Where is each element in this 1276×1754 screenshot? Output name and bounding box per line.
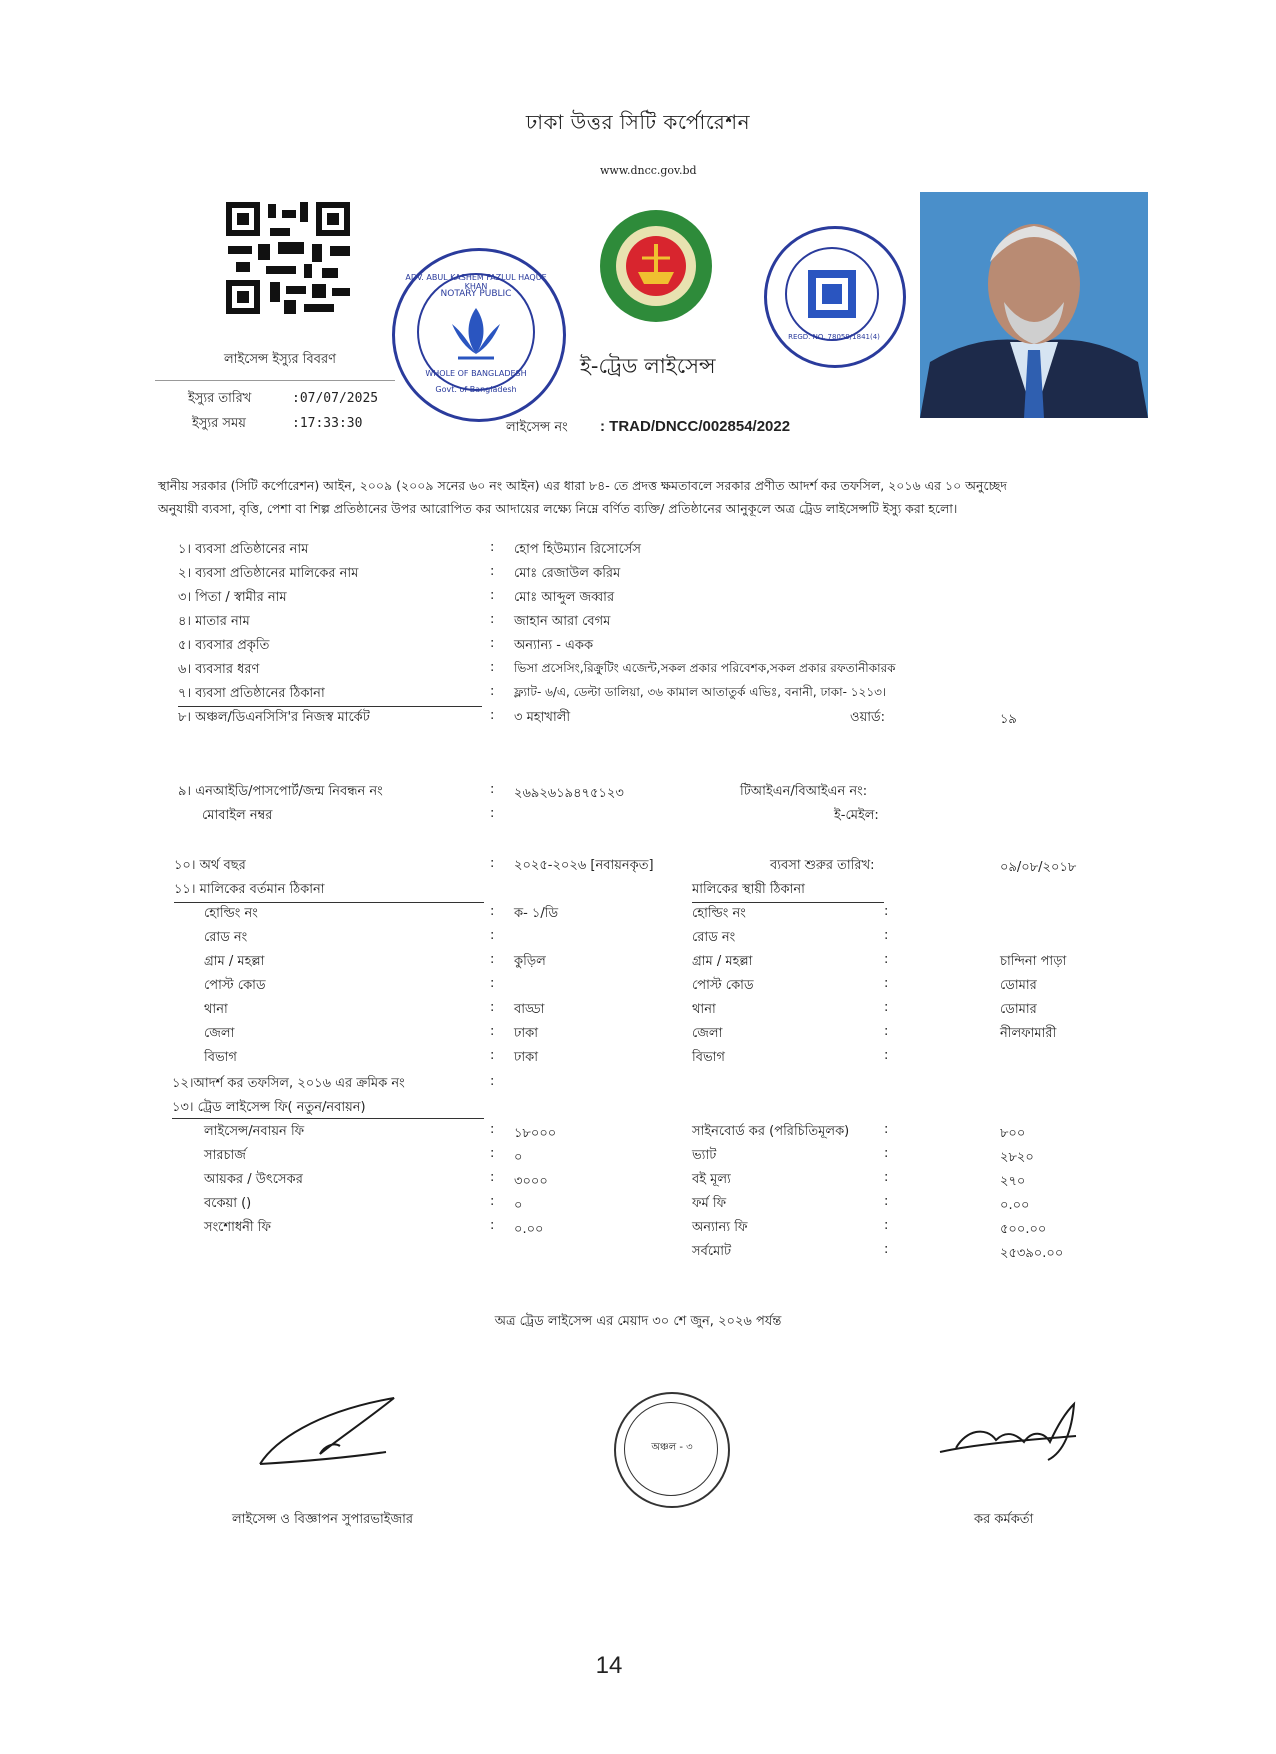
- owner-photo: [920, 192, 1148, 418]
- fee-value-arrears: ০: [514, 1198, 523, 1213]
- fee-value-form: ০.০০: [1000, 1198, 1030, 1213]
- detail-colon-2: :: [490, 564, 495, 579]
- issue-time-label: ইস্যুর সময়: [192, 416, 246, 431]
- fee-colon-form: :: [884, 1194, 889, 1209]
- fee-value-other: ৫০০.০০: [1000, 1222, 1047, 1237]
- perm-value-thana: ডোমার: [1000, 1002, 1037, 1017]
- fee-label-other: অন্যান্য ফি: [692, 1220, 748, 1235]
- perm-label-thana: থানা: [692, 1002, 716, 1017]
- notary-stamp-area: WHOLE OF BANGLADESH: [425, 369, 527, 378]
- perm-colon-postcode: :: [884, 976, 889, 991]
- fee-label-license: লাইসেন্স/নবায়ন ফি: [204, 1124, 305, 1139]
- address-colon-postcode: :: [490, 976, 495, 991]
- detail-value-8: ৩ মহাখালী: [514, 710, 571, 725]
- address-value-holding: ক- ১/ডি: [514, 906, 559, 921]
- zone-stamp-text: অঞ্চল - ৩: [651, 1442, 693, 1453]
- ward-value: ১৯: [1000, 712, 1017, 727]
- permanent-address-label: মালিকের স্থায়ী ঠিকানা: [692, 882, 805, 897]
- perm-label-holding: হোল্ডিং নং: [692, 906, 746, 921]
- issue-heading: লাইসেন্স ইস্যুর বিবরণ: [224, 352, 336, 367]
- left-signature: [254, 1392, 404, 1472]
- tax-officer-signature-label: কর কর্মকর্তা: [974, 1512, 1034, 1527]
- perm-label-village: গ্রাম / মহল্লা: [692, 954, 753, 969]
- detail-value-2: মোঃ রেজাউল করিম: [514, 566, 621, 581]
- fee-value-incometax: ৩০০০: [514, 1174, 548, 1189]
- notary-stamp-govt: Govt. of Bangladesh: [435, 385, 517, 394]
- address-label-district: জেলা: [204, 1026, 235, 1041]
- perm-label-postcode: পোস্ট কোড: [692, 978, 754, 993]
- address-colon-division: :: [490, 1048, 495, 1063]
- notary-stamp: [392, 248, 566, 422]
- detail-colon-1: :: [490, 540, 495, 555]
- detail-colon-7: :: [490, 684, 495, 699]
- fee-value-vat: ২৮২০: [1000, 1150, 1034, 1165]
- detail-value-7: ফ্ল্যাট- ৬/এ, ডেল্টা ডালিয়া, ৩৬ কামাল আতাতুর্ক এভিঃ, বনানী, ঢাকা- ১২১৩।: [514, 685, 887, 699]
- website[interactable]: www.dncc.gov.bd: [600, 164, 697, 177]
- address-label-thana: থানা: [204, 1002, 228, 1017]
- address-label-road: রোড নং: [204, 930, 248, 945]
- validity-note: অত্র ট্রেড লাইসেন্স এর মেয়াদ ৩০ শে জুন, ২০২৬ পর্যন্ত: [494, 1314, 782, 1329]
- detail-colon-4: :: [490, 612, 495, 627]
- detail-value-1: হোপ হিউম্যান রিসোর্সেস: [514, 542, 642, 557]
- address-label-holding: হোল্ডিং নং: [204, 906, 258, 921]
- address-colon-thana: :: [490, 1000, 495, 1015]
- nid-value: ২৬৯২৬১৯৪৭৫১২৩: [514, 786, 624, 801]
- zone-stamp: [614, 1392, 730, 1508]
- perm-label-road: রোড নং: [692, 930, 736, 945]
- detail-label-8: ৮। অঞ্চল/ডিএনসিসি'র নিজস্ব মার্কেট: [178, 710, 370, 725]
- notary-stamp-title: NOTARY PUBLIC: [440, 289, 512, 299]
- address-colon-district: :: [490, 1024, 495, 1039]
- fee-colon-amendment: :: [490, 1218, 495, 1233]
- perm-colon-district: :: [884, 1024, 889, 1039]
- fee-colon-signboard: :: [884, 1122, 889, 1137]
- tax-schedule-label: ১২।আদর্শ কর তফসিল, ২০১৬ এর ক্রমিক নং: [172, 1076, 405, 1091]
- agency-stamp: [764, 226, 906, 368]
- detail-label-1: ১। ব্যবসা প্রতিষ্ঠানের নাম: [178, 542, 309, 557]
- detail-label-5: ৫। ব্যবসার প্রকৃতি: [178, 638, 270, 653]
- address-label-division: বিভাগ: [204, 1050, 237, 1065]
- perm-value-postcode: ডোমার: [1000, 978, 1037, 993]
- fee-value-amendment: ০.০০: [514, 1222, 544, 1237]
- dncc-logo: [598, 208, 714, 324]
- ward-label: ওয়ার্ড:: [850, 710, 885, 725]
- fee-label-form: ফর্ম ফি: [692, 1196, 727, 1211]
- perm-colon-village: :: [884, 952, 889, 967]
- fee-colon-book: :: [884, 1170, 889, 1185]
- detail-label-3: ৩। পিতা / স্বামীর নাম: [178, 590, 287, 605]
- perm-value-district: নীলফামারী: [1000, 1026, 1057, 1041]
- agency-stamp-reg: REGD. NO. 78059/1841(4): [788, 333, 880, 341]
- fee-label-incometax: আয়কর / উৎসেকর: [204, 1172, 303, 1187]
- fee-value-total: ২৫৩৯০.০০: [1000, 1246, 1064, 1261]
- detail-value-6: ভিসা প্রসেসিং,রিক্রুটিং এজেন্ট,সকল প্রকার পরিবেশক,সকল প্রকার রফতানীকারক: [514, 661, 896, 675]
- fee-colon-incometax: :: [490, 1170, 495, 1185]
- present-address-label: ১১। মালিকের বর্তমান ঠিকানা: [174, 882, 325, 897]
- fees-divider: [172, 1118, 484, 1119]
- detail-label-6: ৬। ব্যবসার ধরণ: [178, 662, 260, 677]
- supervisor-signature-label: লাইসেন্স ও বিজ্ঞাপন সুপারভাইজার: [232, 1512, 414, 1527]
- fee-colon-arrears: :: [490, 1194, 495, 1209]
- fee-value-license: ১৮০০০: [514, 1126, 557, 1141]
- address-value-thana: বাড্ডা: [514, 1002, 545, 1017]
- perm-label-division: বিভাগ: [692, 1050, 725, 1065]
- address-label-village: গ্রাম / মহল্লা: [204, 954, 265, 969]
- intro-paragraph: [158, 474, 1168, 520]
- permanent-address-divider: [692, 902, 884, 903]
- detail-label-2: ২। ব্যবসা প্রতিষ্ঠানের মালিকের নাম: [178, 566, 359, 581]
- perm-colon-holding: :: [884, 904, 889, 919]
- mobile-label: মোবাইল নম্বর: [202, 808, 273, 823]
- detail-label-4: ৪। মাতার নাম: [178, 614, 250, 629]
- fee-colon-other: :: [884, 1218, 889, 1233]
- notary-stamp-name: ADV. ABUL KASHEM FAZLUL HAQUE KHAN: [405, 273, 547, 291]
- nid-colon: :: [490, 782, 495, 797]
- perm-colon-road: :: [884, 928, 889, 943]
- detail-colon-5: :: [490, 636, 495, 651]
- detail-value-4: জাহান আরা বেগম: [514, 614, 611, 629]
- fee-value-signboard: ৮০০: [1000, 1126, 1026, 1141]
- fee-colon-total: :: [884, 1242, 889, 1257]
- fee-value-book: ২৭০: [1000, 1174, 1026, 1189]
- address-colon-road: :: [490, 928, 495, 943]
- perm-label-district: জেলা: [692, 1026, 723, 1041]
- fiscal-value: ২০২৫-২০২৬ [নবায়নকৃত]: [514, 858, 654, 873]
- fee-label-total: সর্বমোট: [692, 1244, 732, 1259]
- tin-label: টিআইএন/বিআইএন নং:: [740, 784, 868, 799]
- fee-label-book: বই মূল্য: [692, 1172, 731, 1187]
- fiscal-label: ১০। অর্থ বছর: [174, 858, 246, 873]
- address-value-district: ঢাকা: [514, 1026, 538, 1041]
- fee-colon-surcharge: :: [490, 1146, 495, 1161]
- email-label: ই-মেইল:: [834, 808, 879, 823]
- business-start-label: ব্যবসা শুরুর তারিখ:: [770, 858, 875, 873]
- address-value-division: ঢাকা: [514, 1050, 538, 1065]
- detail-value-3: মোঃ আব্দুল জব্বার: [514, 590, 615, 605]
- present-address-divider: [174, 902, 484, 903]
- fee-label-vat: ভ্যাট: [692, 1148, 717, 1163]
- detail-value-5: অন্যান্য - একক: [514, 638, 594, 653]
- page-number: 14: [595, 1652, 623, 1679]
- issue-divider: [155, 380, 395, 381]
- doc-type-title: ই-ট্রেড লাইসেন্স: [580, 354, 716, 378]
- issue-date-value: :07/07/2025: [292, 391, 379, 406]
- address-label-postcode: পোস্ট কোড: [204, 978, 266, 993]
- fee-label-arrears: বকেয়া (): [204, 1196, 252, 1211]
- business-start-value: ০৯/০৮/২০১৮: [1000, 860, 1077, 875]
- license-label: লাইসেন্স নং: [506, 420, 568, 435]
- perm-colon-division: :: [884, 1048, 889, 1063]
- right-signature: [936, 1400, 1086, 1470]
- fee-colon-license: :: [490, 1122, 495, 1137]
- tax-schedule-colon: :: [490, 1074, 495, 1089]
- perm-value-village: চান্দিনা পাড়া: [1000, 954, 1067, 969]
- mobile-colon: :: [490, 806, 495, 821]
- fee-label-surcharge: সারচার্জ: [204, 1148, 246, 1163]
- fees-label: ১৩। ট্রেড লাইসেন্স ফি( নতুন/নবায়ন): [172, 1100, 366, 1115]
- license-number: : TRAD/DNCC/002854/2022: [600, 418, 791, 435]
- detail-colon-8: :: [490, 708, 495, 723]
- fee-label-amendment: সংশোধনী ফি: [204, 1220, 271, 1235]
- fee-value-surcharge: ০: [514, 1150, 523, 1165]
- detail-colon-6: :: [490, 660, 495, 675]
- qr-code: [226, 202, 350, 314]
- org-title: ঢাকা উত্তর সিটি কর্পোরেশন: [525, 110, 751, 134]
- fee-colon-vat: :: [884, 1146, 889, 1161]
- address-colon-village: :: [490, 952, 495, 967]
- detail-colon-3: :: [490, 588, 495, 603]
- fiscal-colon: :: [490, 856, 495, 871]
- perm-colon-thana: :: [884, 1000, 889, 1015]
- address-value-village: কুড়িল: [514, 954, 546, 969]
- nid-label: ৯। এনআইডি/পাসপোর্ট/জন্ম নিবন্ধন নং: [178, 784, 383, 799]
- intro-line-1: স্থানীয় সরকার (সিটি কর্পোরেশন) আইন, ২০০৯ (২০০৯ সনের ৬০ নং আইন) এর ধারা ৮৪- তে প্রদত্ত ক্ষমতাবলে সরকার প্রণীত আদর্শ কর তফসিল, ২০১৬ এর ১০ অনুচ্ছেদ: [158, 478, 1007, 493]
- address-colon-holding: :: [490, 904, 495, 919]
- detail-divider: [178, 706, 482, 707]
- fee-label-signboard: সাইনবোর্ড কর (পরিচিতিমূলক): [692, 1124, 850, 1139]
- intro-line-2: অনুযায়ী ব্যবসা, বৃত্তি, পেশা বা শিল্প প্রতিষ্ঠানের উপর আরোপিত কর আদায়ের লক্ষ্যে নিম্নে বর্ণিত ব্যক্তি/ প্রতিষ্ঠানের আনুকূলে অত্র ট্রেড লাইসেন্সটি ইস্যু করা হলো।: [158, 501, 958, 516]
- issue-time-value: :17:33:30: [292, 416, 363, 431]
- detail-label-7: ৭। ব্যবসা প্রতিষ্ঠানের ঠিকানা: [178, 686, 325, 701]
- issue-date-label: ইস্যুর তারিখ: [188, 391, 252, 406]
